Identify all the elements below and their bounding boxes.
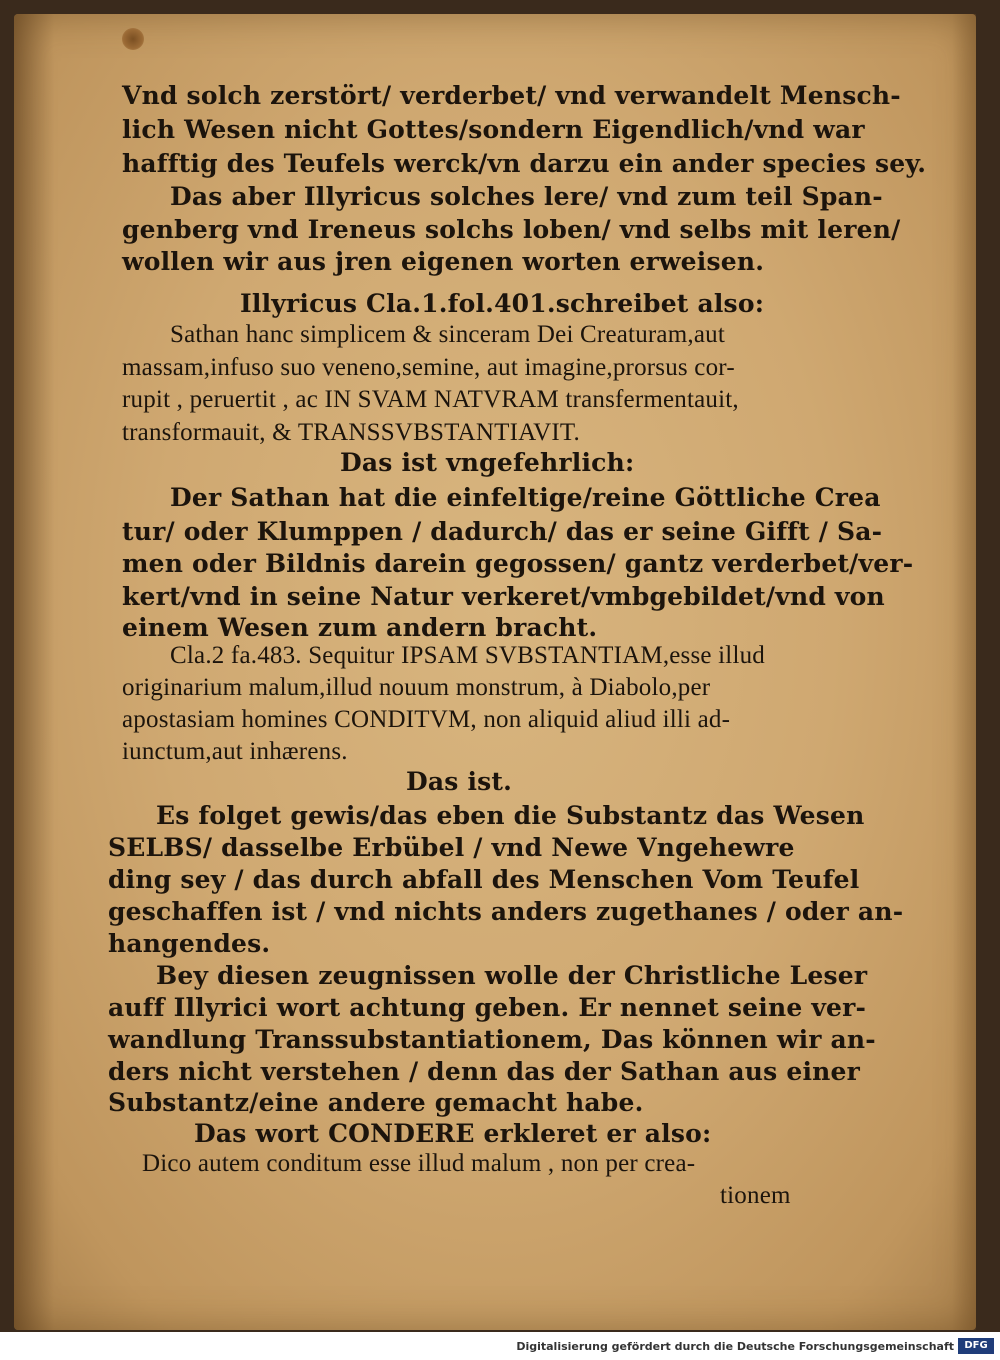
section-heading: Das ist vngefehrlich: [340, 448, 635, 477]
funding-credit: Digitalisierung gefördert durch die Deutsche Forschungsgemeinschaft [516, 1340, 954, 1353]
text-line: lich Wesen nicht Gottes/sondern Eigendlich/vnd war [122, 115, 865, 144]
text-line: genberg vnd Ireneus solchs loben/ vnd selbs mit leren/ [122, 215, 901, 244]
section-heading: Das ist. [406, 767, 513, 796]
text-line: einem Wesen zum andern bracht. [122, 613, 598, 642]
text-line: kert/vnd in seine Natur verkeret/vmbgebildet/vnd von [122, 582, 885, 611]
dfg-logo-icon: DFG [958, 1338, 994, 1354]
text-line: auff Illyrici wort achtung geben. Er nennet seine ver- [108, 993, 867, 1022]
text-line: hafftig des Teufels werck/vn darzu ein ander species sey. [122, 149, 927, 178]
section-heading: Illyricus Cla.1.fol.401.schreibet also: [240, 289, 765, 318]
latin-line: massam,infuso suo veneno,semine, aut imagine,prorsus cor- [122, 354, 735, 381]
text-line: SELBS/ dasselbe Erbübel / vnd Newe Vngehewre [108, 833, 795, 862]
text-line: wandlung Transsubstantiationem, Das können wir an- [108, 1025, 876, 1054]
book-page [14, 14, 976, 1330]
latin-line: originarium malum,illud nouum monstrum, à Diabolo,per [122, 674, 711, 701]
text-line: wollen wir aus jren eigenen worten erweisen. [122, 247, 765, 276]
text-line: ders nicht verstehen / denn das der Sathan aus einer [108, 1057, 861, 1086]
text-line: hangendes. [108, 929, 271, 958]
text-line: Substantz/eine andere gemacht habe. [108, 1088, 644, 1117]
latin-line: Sathan hanc simplicem & sinceram Dei Creaturam,aut [170, 321, 725, 348]
latin-line: iunctum,aut inhærens. [122, 738, 348, 765]
latin-line: transformauit, & TRANSSVBSTANTIAVIT. [122, 419, 580, 446]
latin-line: rupit , peruertit , ac IN SVAM NATVRAM transfermentauit, [122, 386, 739, 413]
text-line: ding sey / das durch abfall des Menschen Vom Teufel [108, 865, 860, 894]
latin-line: Dico autem conditum esse illud malum , non per crea- [142, 1150, 696, 1177]
text-line: Vnd solch zerstört/ verderbet/ vnd verwandelt Mensch- [122, 81, 901, 110]
section-heading: Das wort CONDERE erkleret er also: [194, 1119, 712, 1148]
text-line: Bey diesen zeugnissen wolle der Christliche Leser [156, 961, 868, 990]
text-line: geschaffen ist / vnd nichts anders zugethanes / oder an- [108, 897, 904, 926]
catchword: tionem [720, 1182, 791, 1209]
text-line: men oder Bildnis darein gegossen/ gantz verderbet/ver- [122, 549, 914, 578]
text-line: Der Sathan hat die einfeltige/reine Göttliche Crea [170, 483, 881, 512]
text-line: Das aber Illyricus solches lere/ vnd zum teil Span- [170, 182, 883, 211]
text-line: Es folget gewis/das eben die Substantz das Wesen [156, 801, 865, 830]
page-text-block [14, 14, 976, 1330]
footer-bar [0, 1332, 1000, 1360]
latin-line: Cla.2 fa.483. Sequitur IPSAM SVBSTANTIAM,esse illud [170, 642, 766, 669]
text-line: tur/ oder Klumppen / dadurch/ das er seine Gifft / Sa- [122, 517, 883, 546]
latin-line: apostasiam homines CONDITVM, non aliquid aliud illi ad- [122, 706, 731, 733]
